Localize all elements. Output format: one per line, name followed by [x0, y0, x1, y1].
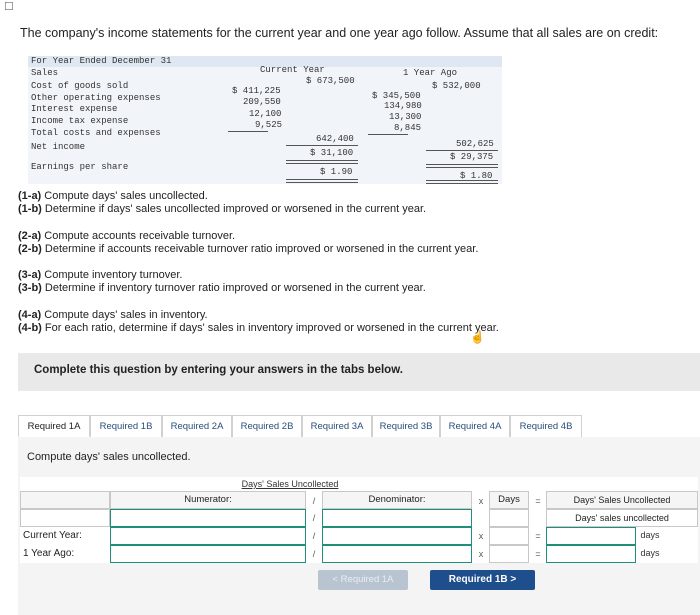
divide-sign: / — [312, 496, 316, 506]
prior-year-heading: 1 Year Ago — [403, 68, 458, 78]
divide-sign: / — [312, 549, 316, 559]
net-income-current: $ 31,100 — [310, 148, 354, 158]
times-sign: x — [478, 531, 484, 541]
pointer-cursor-icon: ☝ — [470, 330, 485, 344]
label-cell — [20, 509, 110, 527]
double-rule — [286, 160, 358, 164]
times-sign: x — [478, 549, 484, 559]
question-2a: (2-a) Compute accounts receivable turnover. — [18, 230, 236, 242]
equals-sign: = — [535, 531, 541, 541]
income-statement — [28, 56, 502, 184]
rule — [228, 131, 268, 132]
top-bar — [0, 0, 700, 12]
question-2b: (2-b) Determine if accounts receivable turnover ratio improved or worsened in the current year. — [18, 243, 479, 255]
net-income-prior: $ 29,375 — [450, 152, 494, 162]
prior-year-unit: days — [640, 548, 660, 558]
equals-sign: = — [535, 549, 541, 559]
next-tab-button[interactable]: Required 1B > — [430, 570, 535, 590]
statement-period: For Year Ended December 31 — [31, 56, 172, 66]
tab-required-1b[interactable]: Required 1B — [90, 415, 162, 437]
table-title: Days' Sales Uncollected — [241, 479, 339, 489]
complete-prompt: Complete this question by entering your answers in the tabs below. — [34, 364, 403, 376]
previous-tab-button[interactable]: < Required 1A — [318, 570, 408, 590]
double-rule — [426, 180, 498, 184]
cogs-current: $ 411,225 — [232, 86, 281, 96]
opex-prior: 134,980 — [384, 101, 422, 111]
net-income-label: Net income — [31, 142, 86, 152]
sales-current: $ 673,500 — [306, 76, 355, 86]
numerator-header-input[interactable] — [110, 509, 306, 527]
times-sign: x — [478, 496, 484, 506]
current-year-numerator-input[interactable] — [110, 527, 306, 545]
interest-prior: 13,300 — [389, 112, 422, 122]
denominator-header-input[interactable] — [322, 509, 472, 527]
eps-label: Earnings per share — [31, 162, 129, 172]
denominator-header: Denominator: — [322, 491, 472, 509]
equals-sign: = — [535, 496, 541, 506]
tax-current: 9,525 — [255, 120, 283, 130]
result-header: Days' Sales Uncollected — [546, 491, 698, 509]
divide-sign: / — [312, 513, 316, 523]
current-year-denominator-input[interactable] — [322, 527, 472, 545]
days-header: Days — [489, 491, 529, 509]
tab-required-3b[interactable]: Required 3B — [372, 415, 440, 437]
opex-label: Other operating expenses — [31, 93, 161, 103]
question-3b: (3-b) Determine if inventory turnover ratio improved or worsened in the current year. — [18, 282, 426, 294]
numerator-header: Numerator: — [110, 491, 306, 509]
cogs-prior: $ 345,500 — [372, 91, 421, 101]
sales-prior: $ 532,000 — [432, 81, 481, 91]
question-4b: (4-b) For each ratio, determine if days' sales in inventory improved or worsened in the current year. — [18, 322, 499, 334]
question-4a: (4-a) Compute days' sales in inventory. — [18, 309, 208, 321]
prior-year-days-cell — [489, 545, 529, 563]
question-1b: (1-b) Determine if days' sales uncollected improved or worsened in the current year. — [18, 203, 427, 215]
rule — [426, 150, 498, 151]
interest-current: 12,100 — [249, 109, 282, 119]
intro-text: The company's income statements for the current year and one year ago follow. Assume that all sales are on credit: — [20, 26, 659, 40]
interest-label: Interest expense — [31, 104, 118, 114]
cogs-label: Cost of goods sold — [31, 81, 129, 91]
question-1a: (1-a) Compute days' sales uncollected. — [18, 190, 208, 202]
row-label-current-year: Current Year: — [23, 530, 82, 541]
prior-year-numerator-input[interactable] — [110, 545, 306, 563]
current-year-days-cell — [489, 527, 529, 545]
current-year-result-input[interactable] — [546, 527, 636, 545]
row-label-prior-year: 1 Year Ago: — [23, 548, 75, 559]
panel-subheading: Compute days' sales uncollected. — [27, 451, 191, 463]
tab-required-2a[interactable]: Required 2A — [162, 415, 232, 437]
tab-bar — [18, 415, 582, 438]
complete-prompt-bar — [18, 353, 700, 391]
tab-required-4a[interactable]: Required 4A — [440, 415, 510, 437]
checkbox-icon: ☐ — [4, 1, 14, 13]
tax-prior: 8,845 — [394, 123, 422, 133]
total-current: 642,400 — [316, 134, 354, 144]
prior-year-result-input[interactable] — [546, 545, 636, 563]
eps-current: $ 1.90 — [320, 167, 353, 177]
days-cell — [489, 509, 529, 527]
tab-required-2b[interactable]: Required 2B — [232, 415, 302, 437]
sales-label: Sales — [31, 68, 59, 78]
opex-current: 209,550 — [243, 97, 281, 107]
label-header — [20, 491, 110, 509]
current-year-unit: days — [640, 530, 660, 540]
tab-required-1a[interactable]: Required 1A — [18, 415, 90, 437]
double-rule — [286, 179, 358, 183]
question-3a: (3-a) Compute inventory turnover. — [18, 269, 183, 281]
rule — [368, 134, 408, 135]
result-subheader: Days' sales uncollected — [546, 509, 698, 527]
total-prior: 502,625 — [456, 139, 494, 149]
double-rule — [426, 164, 498, 168]
eps-prior: $ 1.80 — [460, 171, 493, 181]
current-year-heading: Current Year — [260, 65, 325, 75]
rule — [286, 145, 358, 146]
tab-required-3a[interactable]: Required 3A — [302, 415, 372, 437]
prior-year-denominator-input[interactable] — [322, 545, 472, 563]
divide-sign: / — [312, 531, 316, 541]
days-sales-uncollected-table — [20, 477, 698, 563]
tax-label: Income tax expense — [31, 116, 129, 126]
total-label: Total costs and expenses — [31, 128, 161, 138]
tab-required-4b[interactable]: Required 4B — [510, 415, 582, 437]
